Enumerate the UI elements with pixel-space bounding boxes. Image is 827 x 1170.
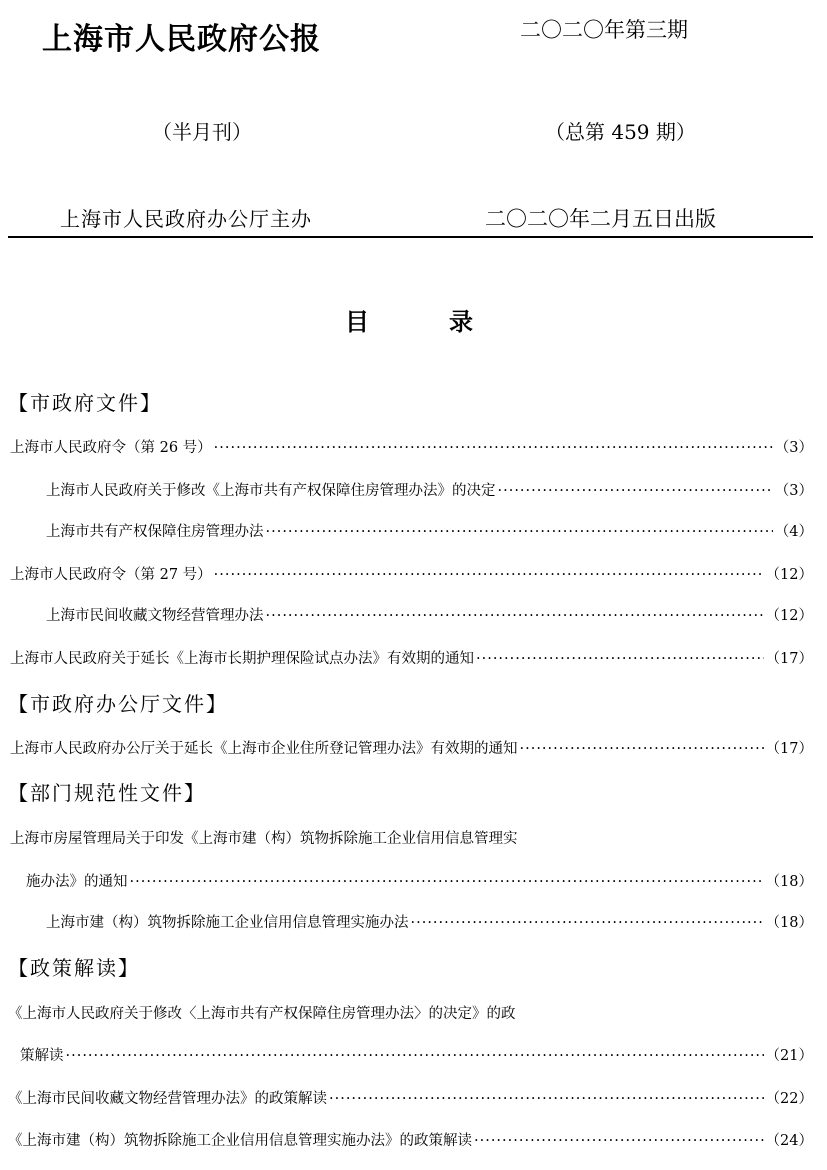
leader-dots <box>66 1048 764 1064</box>
total-issue-number: （总第 459 期） <box>545 120 696 144</box>
section-heading: 【政策解读】 <box>8 956 140 980</box>
toc-entry-page: （18） <box>765 874 813 890</box>
toc-entry-title-line1[interactable]: 上海市房屋管理局关于印发《上海市建（构）筑物拆除施工企业信用信息管理实 <box>10 831 518 847</box>
leader-dots <box>520 741 764 757</box>
section-heading: 【部门规范性文件】 <box>8 781 206 805</box>
toc-entry-title-line1[interactable]: 《上海市人民政府关于修改〈上海市共有产权保障住房管理办法〉的决定》的政 <box>8 1006 516 1022</box>
toc-entry-page: （3） <box>774 440 813 456</box>
leader-dots <box>130 874 764 890</box>
toc-entry-title: 上海市共有产权保障住房管理办法 <box>46 524 264 540</box>
leader-dots <box>329 1091 764 1107</box>
toc-entry[interactable] <box>10 563 813 584</box>
toc-entry-title: 《上海市建（构）筑物拆除施工企业信用信息管理实施办法》的政策解读 <box>8 1133 472 1149</box>
toc-entry-page: （12） <box>765 567 813 583</box>
toc-entry-page: （3） <box>774 483 813 499</box>
leader-dots <box>476 651 764 667</box>
toc-entry[interactable] <box>10 647 813 668</box>
toc-entry-title-line2: 策解读 <box>20 1048 64 1064</box>
leader-dots <box>214 567 764 583</box>
leader-dots <box>266 524 773 540</box>
toc-entry-title-line2: 施办法》的通知 <box>26 874 128 890</box>
toc-entry[interactable] <box>10 436 813 457</box>
toc-entry-page: （12） <box>765 608 813 624</box>
toc-entry[interactable] <box>46 520 813 541</box>
toc-heading <box>345 302 473 337</box>
toc-entry[interactable] <box>8 1129 813 1150</box>
toc-entry-title: 上海市人民政府关于修改《上海市共有产权保障住房管理办法》的决定 <box>46 483 496 499</box>
issue-number: 二〇二〇年第三期 <box>520 18 688 42</box>
publication-frequency: （半月刊） <box>152 120 252 144</box>
leader-dots <box>214 440 773 456</box>
leader-dots <box>266 608 764 624</box>
toc-entry-page: （17） <box>765 741 813 757</box>
toc-entry[interactable] <box>46 911 813 932</box>
toc-entry-page: （17） <box>765 651 813 667</box>
sponsor-line: 上海市人民政府办公厅主办 <box>60 207 312 231</box>
toc-entry-title: 上海市人民政府办公厅关于延长《上海市企业住所登记管理办法》有效期的通知 <box>10 741 518 757</box>
toc-entry-title: 上海市建（构）筑物拆除施工企业信用信息管理实施办法 <box>46 915 409 931</box>
toc-entry[interactable] <box>10 737 813 758</box>
publish-date: 二〇二〇年二月五日出版 <box>485 207 716 231</box>
section-heading: 【市政府文件】 <box>8 391 162 415</box>
toc-entry-page: （24） <box>765 1133 813 1149</box>
gazette-title: 上海市人民政府公报 <box>42 22 321 57</box>
toc-entry[interactable] <box>26 870 813 891</box>
toc-heading-part2: 录 <box>449 308 473 336</box>
toc-entry-title: 上海市民间收藏文物经营管理办法 <box>46 608 264 624</box>
toc-entry[interactable] <box>46 479 813 500</box>
leader-dots <box>498 483 773 499</box>
toc-entry-title: 上海市人民政府令（第 27 号） <box>10 567 212 583</box>
toc-entry-title: 上海市人民政府关于延长《上海市长期护理保险试点办法》有效期的通知 <box>10 651 474 667</box>
toc-entry-page: （4） <box>774 524 813 540</box>
toc-entry[interactable] <box>46 604 813 625</box>
toc-entry-page: （21） <box>765 1048 813 1064</box>
toc-entry-page: （22） <box>765 1091 813 1107</box>
header-divider <box>8 236 813 238</box>
toc-heading-part1: 目 <box>345 308 369 336</box>
toc-entry-title: 《上海市民间收藏文物经营管理办法》的政策解读 <box>8 1091 327 1107</box>
leader-dots <box>411 915 764 931</box>
toc-entry-page: （18） <box>765 915 813 931</box>
toc-entry[interactable] <box>8 1087 813 1108</box>
leader-dots <box>474 1133 764 1149</box>
toc-entry-title: 上海市人民政府令（第 26 号） <box>10 440 212 456</box>
toc-entry[interactable] <box>20 1044 813 1065</box>
section-heading: 【市政府办公厅文件】 <box>8 692 228 716</box>
